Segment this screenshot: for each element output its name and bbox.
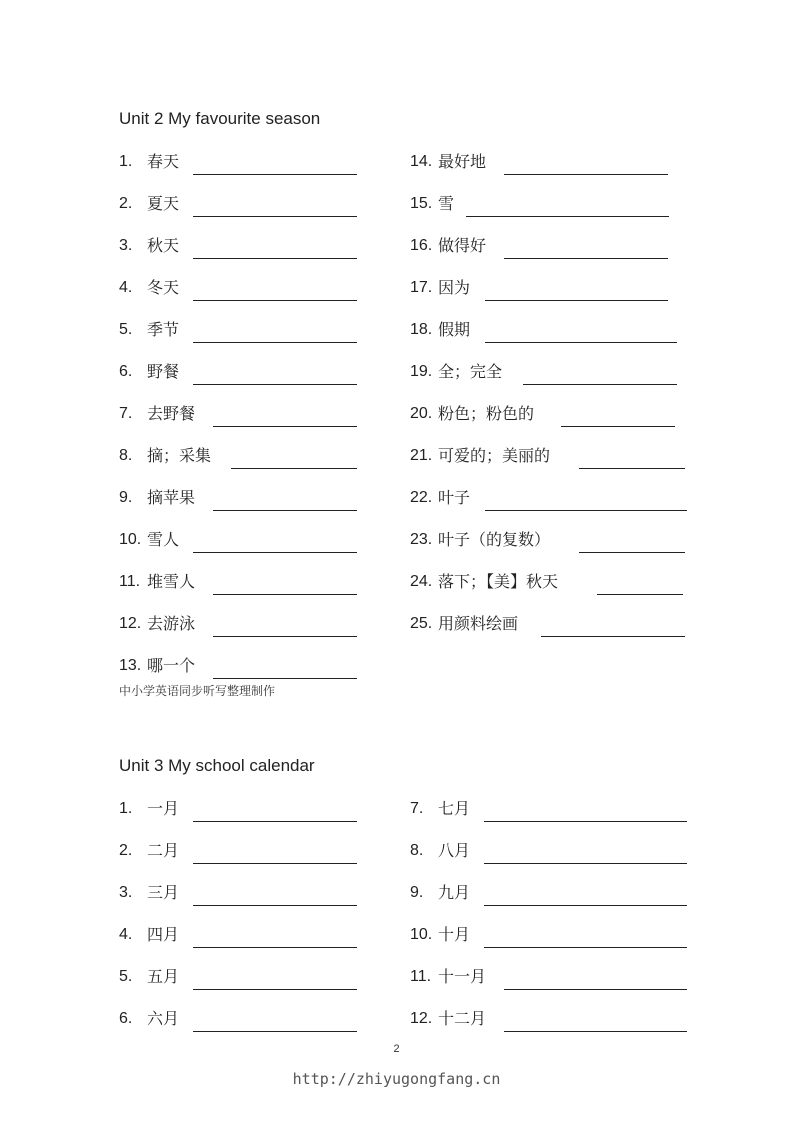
item-chinese-word: 去野餐 — [147, 404, 196, 423]
item-number: 10. — [410, 926, 433, 943]
answer-blank[interactable] — [504, 160, 668, 175]
answer-blank[interactable] — [523, 370, 677, 385]
dictation-item — [119, 965, 357, 989]
item-number: 11. — [410, 968, 432, 985]
answer-blank[interactable] — [193, 1017, 357, 1032]
answer-blank[interactable] — [231, 454, 357, 469]
dictation-item — [119, 276, 357, 300]
item-number: 16. — [410, 237, 433, 254]
dictation-item — [410, 276, 668, 300]
item-chinese-word: 十二月 — [438, 1009, 487, 1028]
item-number: 18. — [410, 321, 433, 338]
dictation-item — [410, 486, 687, 510]
item-number: 5. — [119, 968, 133, 985]
item-chinese-word: 摘苹果 — [147, 488, 196, 507]
item-chinese-word: 夏天 — [147, 194, 180, 213]
item-chinese-word: 用颜料绘画 — [438, 614, 519, 633]
item-number: 19. — [410, 363, 433, 380]
dictation-item — [119, 402, 357, 426]
dictation-item — [119, 654, 357, 678]
answer-blank[interactable] — [484, 849, 687, 864]
item-number: 21. — [410, 447, 433, 464]
item-chinese-word: 最好地 — [438, 152, 487, 171]
item-number: 24. — [410, 573, 433, 590]
item-chinese-word: 野餐 — [147, 362, 180, 381]
dictation-item — [410, 234, 668, 258]
item-number: 13. — [119, 657, 142, 674]
item-number: 15. — [410, 195, 433, 212]
item-number: 2. — [119, 195, 133, 212]
answer-blank[interactable] — [579, 538, 685, 553]
item-chinese-word: 做得好 — [438, 236, 487, 255]
item-chinese-word: 季节 — [147, 320, 180, 339]
footer-url: http://zhiyugongfang.cn — [292, 1070, 501, 1088]
item-chinese-word: 雪人 — [147, 530, 180, 549]
answer-blank[interactable] — [485, 286, 668, 301]
answer-blank[interactable] — [561, 412, 675, 427]
item-number: 10. — [119, 531, 142, 548]
item-chinese-word: 七月 — [438, 799, 471, 818]
dictation-item — [119, 444, 357, 468]
item-number: 11. — [119, 573, 141, 590]
answer-blank[interactable] — [485, 496, 687, 511]
item-chinese-word: 五月 — [147, 967, 180, 986]
dictation-item — [410, 1007, 687, 1031]
answer-blank[interactable] — [213, 496, 357, 511]
dictation-item — [119, 881, 357, 905]
dictation-item — [410, 360, 677, 384]
item-number: 7. — [119, 405, 133, 422]
item-number: 12. — [410, 1010, 433, 1027]
item-number: 3. — [119, 237, 133, 254]
dictation-item — [410, 570, 683, 594]
item-chinese-word: 雪 — [438, 194, 455, 213]
dictation-item — [119, 923, 357, 947]
answer-blank[interactable] — [193, 807, 357, 822]
item-chinese-word: 六月 — [147, 1009, 180, 1028]
item-chinese-word: 秋天 — [147, 236, 180, 255]
item-number: 5. — [119, 321, 133, 338]
item-number: 6. — [119, 1010, 133, 1027]
dictation-item — [410, 881, 687, 905]
item-chinese-word: 春天 — [147, 152, 180, 171]
item-number: 23. — [410, 531, 433, 548]
answer-blank[interactable] — [193, 244, 357, 259]
dictation-item — [410, 965, 687, 989]
answer-blank[interactable] — [213, 580, 357, 595]
item-chinese-word: 假期 — [438, 320, 471, 339]
dictation-item — [410, 150, 668, 174]
item-number: 20. — [410, 405, 433, 422]
item-chinese-word: 四月 — [147, 925, 180, 944]
answer-blank[interactable] — [466, 202, 669, 217]
answer-blank[interactable] — [193, 202, 357, 217]
item-chinese-word: 堆雪人 — [147, 572, 196, 591]
answer-blank[interactable] — [193, 933, 357, 948]
credit-line: 中小学英语同步听写整理制作 — [119, 684, 276, 698]
item-chinese-word: 可爱的；美丽的 — [438, 446, 551, 465]
item-chinese-word: 二月 — [147, 841, 180, 860]
item-chinese-word: 摘；采集 — [147, 446, 212, 465]
item-number: 9. — [410, 884, 424, 901]
item-chinese-word: 三月 — [147, 883, 180, 902]
answer-blank[interactable] — [484, 807, 687, 822]
answer-blank[interactable] — [193, 849, 357, 864]
answer-blank[interactable] — [484, 933, 687, 948]
item-number: 22. — [410, 489, 433, 506]
item-number: 8. — [119, 447, 133, 464]
dictation-item — [410, 402, 675, 426]
dictation-item — [119, 1007, 357, 1031]
item-number: 7. — [410, 800, 424, 817]
dictation-item — [410, 318, 677, 342]
answer-blank[interactable] — [504, 244, 668, 259]
item-number: 4. — [119, 926, 133, 943]
answer-blank[interactable] — [193, 538, 357, 553]
dictation-item — [410, 839, 687, 863]
item-number: 3. — [119, 884, 133, 901]
dictation-item — [119, 839, 357, 863]
dictation-item — [410, 612, 685, 636]
answer-blank[interactable] — [484, 891, 687, 906]
unit2-title: Unit 2 My favourite season — [119, 109, 321, 128]
item-number: 4. — [119, 279, 133, 296]
item-number: 2. — [119, 842, 133, 859]
dictation-item — [410, 923, 687, 947]
item-number: 6. — [119, 363, 133, 380]
dictation-item — [119, 192, 357, 216]
answer-blank[interactable] — [213, 622, 357, 637]
answer-blank[interactable] — [193, 286, 357, 301]
item-chinese-word: 因为 — [438, 278, 471, 297]
answer-blank[interactable] — [504, 1017, 687, 1032]
item-chinese-word: 粉色；粉色的 — [438, 404, 535, 423]
answer-blank[interactable] — [193, 160, 357, 175]
dictation-item — [119, 234, 357, 258]
unit3-title: Unit 3 My school calendar — [119, 756, 315, 775]
item-chinese-word: 十月 — [438, 925, 471, 944]
item-chinese-word: 冬天 — [147, 278, 180, 297]
answer-blank[interactable] — [193, 328, 357, 343]
answer-blank[interactable] — [193, 370, 357, 385]
item-chinese-word: 去游泳 — [147, 614, 196, 633]
item-chinese-word: 十一月 — [438, 967, 487, 986]
dictation-item — [119, 150, 357, 174]
item-chinese-word: 叶子 — [438, 488, 471, 507]
item-number: 1. — [119, 800, 133, 817]
page-number: 2 — [393, 1043, 400, 1055]
answer-blank[interactable] — [541, 622, 685, 637]
item-number: 12. — [119, 615, 142, 632]
dictation-item — [410, 192, 669, 216]
item-chinese-word: 一月 — [147, 799, 180, 818]
item-chinese-word: 叶子（的复数） — [438, 530, 551, 549]
item-number: 14. — [410, 153, 433, 170]
answer-blank[interactable] — [213, 412, 357, 427]
item-chinese-word: 八月 — [438, 841, 471, 860]
dictation-item — [119, 612, 357, 636]
item-number: 8. — [410, 842, 424, 859]
dictation-item — [410, 528, 685, 552]
item-number: 1. — [119, 153, 133, 170]
item-chinese-word: 全；完全 — [438, 362, 503, 381]
item-chinese-word: 九月 — [438, 883, 471, 902]
item-number: 17. — [410, 279, 433, 296]
answer-blank[interactable] — [597, 580, 683, 595]
item-number: 25. — [410, 615, 433, 632]
dictation-item — [119, 570, 357, 594]
item-chinese-word: 哪一个 — [147, 656, 196, 675]
item-number: 9. — [119, 489, 133, 506]
dictation-item — [119, 318, 357, 342]
answer-blank[interactable] — [485, 328, 677, 343]
answer-blank[interactable] — [504, 975, 687, 990]
dictation-item — [410, 444, 685, 468]
dictation-item — [119, 486, 357, 510]
answer-blank[interactable] — [193, 975, 357, 990]
dictation-item — [119, 528, 357, 552]
dictation-item — [119, 360, 357, 384]
dictation-item — [119, 797, 357, 821]
dictation-item — [410, 797, 687, 821]
item-chinese-word: 落下；【美】秋天 — [438, 572, 559, 591]
answer-blank[interactable] — [213, 664, 357, 679]
answer-blank[interactable] — [579, 454, 685, 469]
answer-blank[interactable] — [193, 891, 357, 906]
